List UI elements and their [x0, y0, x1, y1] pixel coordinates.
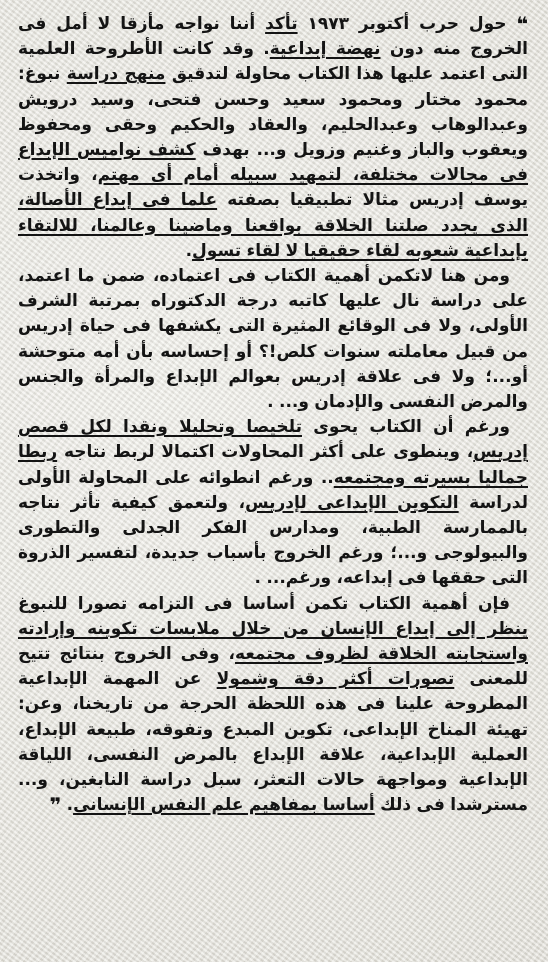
underlined-phrase: نهضة إبداعية	[269, 39, 381, 60]
underlined-phrase: منهج دراسة	[66, 64, 166, 85]
open-quote-mark: ❝	[516, 12, 529, 36]
text-run: حول حرب أكتوبر ١٩٧٣	[297, 14, 517, 34]
text-run: . وقد كانت الأطروحة العلمية التى اعتمد عليها هذا الكتاب محاولة لتدقيق	[18, 39, 528, 85]
text-run: نبوغ: محمود مختار ومحمود سعيد وحسن فتحى، وسيد درويش وعبدالوهاب وعبدالحليم، والعقاد والحكيم وحقى ومحفوظ ويعقوب والباز وغنيم وزويل و... بهدف	[18, 64, 529, 161]
underlined-phrase: كشف نواميس الإبداع فى مجالات مختلفة، لتمهيد سبيله أمام أى مهتم	[18, 140, 528, 186]
close-quote-mark: ❞	[49, 793, 62, 818]
text-run: ، وفى الخروج بنتائج تتيح للمعنى	[18, 644, 528, 690]
text-run: ، ولتعمق كيفية تأثر نتاجه بالممارسة الطبية، ومدارس الفكر الجدلى والتطورى والبيولوجى و...؛ ورغم الخروج بأسباب جديدة، لتفسير الذروة التى حققها فى إبداعه، ورغم... .	[18, 492, 528, 589]
paragraph-4	[18, 592, 528, 819]
text-run: ، واتخذت يوسف إدريس مثالا تطبيقيا بصفته	[18, 165, 528, 211]
text-run: .	[61, 795, 74, 816]
underlined-phrase: تصورات أكثر دقة وشمولا	[216, 669, 455, 690]
underlined-phrase: التكوين الإبداعى لإدريس	[245, 492, 459, 513]
underlined-phrase: تلخيصا وتحليلا ونقدا لكل قصص إدريس	[18, 417, 528, 463]
text-run: فإن أهمية الكتاب تكمن أساسا فى التزامه تصورا للنبوغ	[18, 593, 510, 614]
underlined-phrase: ينظر إلى إبداع الإنسان من خلال ملابسات تكوينه وإرادته واستجابته الخلاقة لظروف مجتمعه	[18, 618, 528, 665]
paragraph-1	[18, 12, 528, 264]
paragraph-3	[18, 415, 528, 591]
underlined-phrase: ربطا جماليا بسيرته ومجتمعه	[18, 442, 528, 488]
text-run: أننا نواجه مأزقا لا أمل فى الخروج منه دون	[18, 14, 528, 60]
text-run: .	[185, 240, 193, 261]
article-body	[18, 12, 528, 819]
underlined-phrase: علما فى إبداع الأصالة، الذى يجدد صلتنا الخلاقة بواقعنا وماضينا وعالمنا، للالتقاء بإبداعية شعوبه لقاء حقيقيا لا لقاء تسول	[18, 190, 528, 261]
text-run: ومن هنا لاتكمن أهمية الكتاب فى اعتماده، ضمن ما اعتمد، على دراسة نال عليها كاتبه درجة الدكتوراه بمرتبة الشرف الأولى، ولا فى الوقائع المثيرة التى يكشفها فى حياة إدريس من قبيل معاملته سنوات كلص!؟ أو إحساسه بأن أمه متوحشة أو...؛ ولا فى علاقة إدريس بعوالم الإبداع والمرأة والجنس والمرض النفسى والإدمان و... .	[18, 266, 528, 413]
paragraph-2	[18, 264, 528, 415]
underlined-phrase: تأكد	[265, 14, 298, 34]
text-run: .. ورغم انطوائه على المحاولة الأولى لدراسة	[18, 467, 529, 513]
text-run: ، وينطوى على أكثر المحاولات اكتمالا لربط نتاجه	[57, 442, 474, 463]
text-run: عن المهمة الإبداعية المطروحة علينا فى هذه اللحظة الحرجة من تاريخنا، وعن: تهيئة المناخ الإبداعى، تكوين المبدع وتفوقه، طبيعة الإبداع، العملية الإبداعية، علاقة الإبداع بالمرض النفسى، اللياقة الإبداعية ومواجهة حالات التعثر، سبل دراسة النابغين، و... مسترشدا فى ذلك	[18, 669, 528, 816]
underlined-phrase: أساسا بمفاهيم علم النفس الإنسانى	[73, 795, 375, 816]
text-run: ورغم أن الكتاب يحوى	[301, 417, 510, 438]
